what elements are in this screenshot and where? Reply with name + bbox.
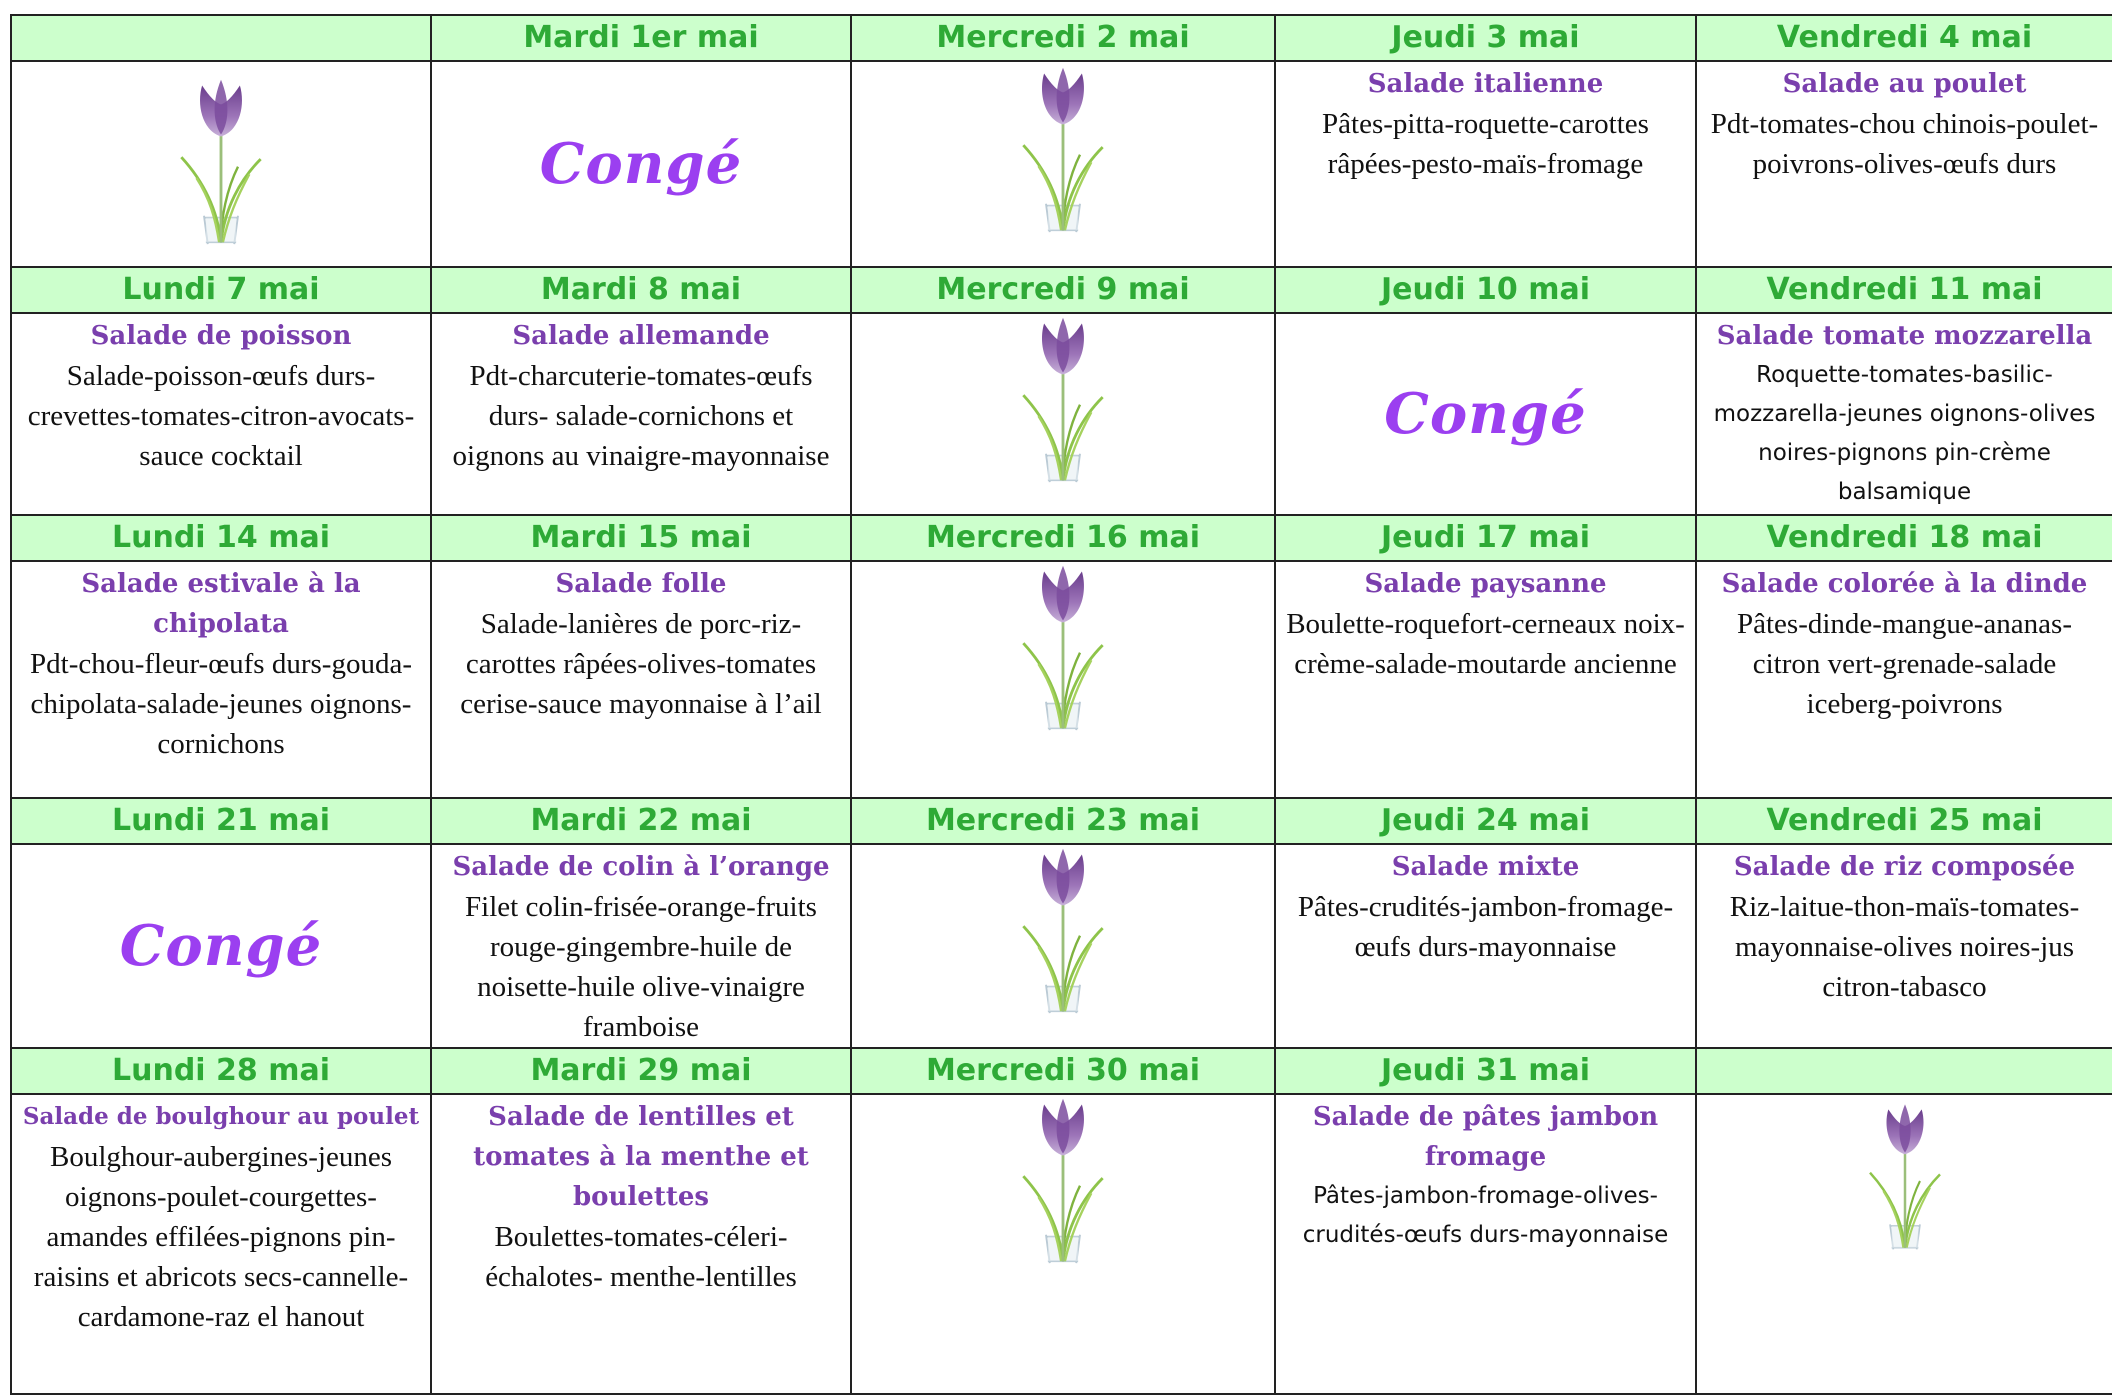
meal-title: Salade folle: [555, 569, 727, 599]
day-header: Mercredi 23 mai: [851, 798, 1275, 844]
day-cell: [1696, 561, 2112, 798]
day-header: Jeudi 10 mai: [1275, 267, 1696, 313]
day-header: Mardi 15 mai: [431, 515, 851, 561]
day-cell: [431, 844, 851, 1048]
day-cell: [1275, 313, 1696, 515]
day-header: Mardi 8 mai: [431, 267, 851, 313]
day-cell: [11, 844, 431, 1048]
meal-title: Salade estivale à la chipolata: [81, 569, 361, 639]
header-row-week-5: [11, 1048, 2112, 1094]
day-header: Lundi 14 mai: [11, 515, 431, 561]
day-cell: [851, 313, 1275, 515]
meal-title: Salade de colin à l’orange: [452, 852, 830, 882]
day-header: Mardi 29 mai: [431, 1048, 851, 1094]
day-cell: [851, 1094, 1275, 1394]
meal-title: Salade de boulghour au poulet: [22, 1103, 420, 1130]
day-cell: [11, 61, 431, 267]
day-header: Vendredi 25 mai: [1696, 798, 2112, 844]
header-row-week-3: [11, 515, 2112, 561]
day-cell: [1275, 61, 1696, 267]
day-cell: [1696, 313, 2112, 515]
day-cell: [1696, 61, 2112, 267]
meal-description: Pdt-tomates-chou chinois-poulet-poivrons-olives-œufs durs: [1710, 108, 2099, 180]
meal-description: Filet colin-frisée-orange-fruits rouge-gingembre-huile de noisette-huile olive-vinaigre framboise: [465, 891, 817, 1043]
day-header: Jeudi 17 mai: [1275, 515, 1696, 561]
meal-title: Salade tomate mozzarella: [1716, 321, 2093, 351]
day-header: Jeudi 3 mai: [1275, 15, 1696, 61]
meal-title: Salade colorée à la dinde: [1721, 569, 2088, 599]
meal-title: Salade paysanne: [1364, 569, 1607, 599]
day-header: Lundi 7 mai: [11, 267, 431, 313]
content-row-week-3: [11, 561, 2112, 798]
conge-label: Congé: [539, 131, 743, 197]
meal-title: Salade de lentilles et tomates à la menthe et boulettes: [473, 1102, 809, 1212]
day-header: Mercredi 16 mai: [851, 515, 1275, 561]
day-header: Jeudi 31 mai: [1275, 1048, 1696, 1094]
meal-description: Pâtes-pitta-roquette-carottes râpées-pesto-maïs-fromage: [1322, 108, 1649, 180]
meal-description: Salade-lanières de porc-riz-carottes râpées-olives-tomates cerise-sauce mayonnaise à l’ail: [460, 608, 822, 720]
meal-description: Pdt-chou-fleur-œufs durs-gouda-chipolata-salade-jeunes oignons-cornichons: [30, 648, 412, 760]
content-row-week-5: [11, 1094, 2112, 1394]
header-row-week-1: [11, 15, 2112, 61]
conge-label: Congé: [119, 913, 323, 979]
meal-description: Riz-laitue-thon-maïs-tomates-mayonnaise-olives noires-jus citron-tabasco: [1729, 891, 2080, 1003]
meal-description: Boulette-roquefort-cerneaux noix-crème-salade-moutarde ancienne: [1286, 608, 1685, 680]
crocus-flower-icon: [1855, 1099, 1955, 1251]
header-row-week-4: [11, 798, 2112, 844]
meal-title: Salade italienne: [1367, 69, 1604, 99]
menu-calendar-table: [10, 14, 2112, 1395]
day-cell: [431, 313, 851, 515]
day-cell: [11, 1094, 431, 1394]
day-header: [11, 15, 431, 61]
day-cell: [431, 561, 851, 798]
day-cell: [431, 1094, 851, 1394]
meal-title: Salade de riz composée: [1733, 852, 2076, 882]
meal-description: Boulghour-aubergines-jeunes oignons-poulet-courgettes-amandes effilées-pignons pin-raisins et abricots secs-cannelle-cardamone-raz el hanout: [33, 1141, 409, 1333]
meal-title: Salade allemande: [512, 321, 770, 351]
day-cell: [851, 844, 1275, 1048]
day-header: [1696, 1048, 2112, 1094]
meal-description: Pâtes-jambon-fromage-olives-crudités-œufs durs-mayonnaise: [1302, 1183, 1669, 1248]
crocus-flower-icon: [1013, 1095, 1113, 1265]
day-header: Vendredi 18 mai: [1696, 515, 2112, 561]
day-header: Mercredi 9 mai: [851, 267, 1275, 313]
content-row-week-4: [11, 844, 2112, 1048]
meal-title: Salade de pâtes jambon fromage: [1312, 1102, 1659, 1172]
day-header: Mercredi 30 mai: [851, 1048, 1275, 1094]
meal-description: Salade-poisson-œufs durs-crevettes-tomates-citron-avocats-sauce cocktail: [27, 360, 415, 472]
crocus-flower-icon: [171, 62, 271, 246]
day-header: Jeudi 24 mai: [1275, 798, 1696, 844]
day-header: Lundi 21 mai: [11, 798, 431, 844]
meal-title: Salade mixte: [1391, 852, 1580, 882]
day-cell: [431, 61, 851, 267]
crocus-flower-icon: [1013, 562, 1113, 732]
meal-description: Roquette-tomates-basilic-mozzarella-jeunes oignons-olives noires-pignons pin-crème balsamique: [1713, 362, 2096, 505]
day-header: Lundi 28 mai: [11, 1048, 431, 1094]
day-header: Mercredi 2 mai: [851, 15, 1275, 61]
day-cell: [11, 561, 431, 798]
meal-description: Pdt-charcuterie-tomates-œufs durs- salade-cornichons et oignons au vinaigre-mayonnaise: [452, 360, 830, 472]
day-cell: [1696, 1094, 2112, 1394]
day-cell: [851, 61, 1275, 267]
day-header: Vendredi 11 mai: [1696, 267, 2112, 313]
day-cell: [1275, 561, 1696, 798]
conge-label: Congé: [1384, 381, 1587, 447]
meal-description: Boulettes-tomates-céleri-échalotes- menthe-lentilles: [485, 1221, 797, 1293]
day-cell: [851, 561, 1275, 798]
day-header: Mardi 1er mai: [431, 15, 851, 61]
day-header: Vendredi 4 mai: [1696, 15, 2112, 61]
meal-description: Pâtes-crudités-jambon-fromage-œufs durs-mayonnaise: [1297, 891, 1674, 963]
content-row-week-2: [11, 313, 2112, 515]
day-cell: [1696, 844, 2112, 1048]
meal-title: Salade de poisson: [90, 321, 352, 351]
meal-description: Pâtes-dinde-mangue-ananas-citron vert-grenade-salade iceberg-poivrons: [1737, 608, 2072, 720]
crocus-flower-icon: [1013, 62, 1113, 234]
day-cell: [1275, 844, 1696, 1048]
day-cell: [11, 313, 431, 515]
content-row-week-1: [11, 61, 2112, 267]
meal-title: Salade au poulet: [1782, 69, 2027, 99]
crocus-flower-icon: [1013, 314, 1113, 484]
day-header: Mardi 22 mai: [431, 798, 851, 844]
header-row-week-2: [11, 267, 2112, 313]
crocus-flower-icon: [1013, 845, 1113, 1015]
day-cell: [1275, 1094, 1696, 1394]
